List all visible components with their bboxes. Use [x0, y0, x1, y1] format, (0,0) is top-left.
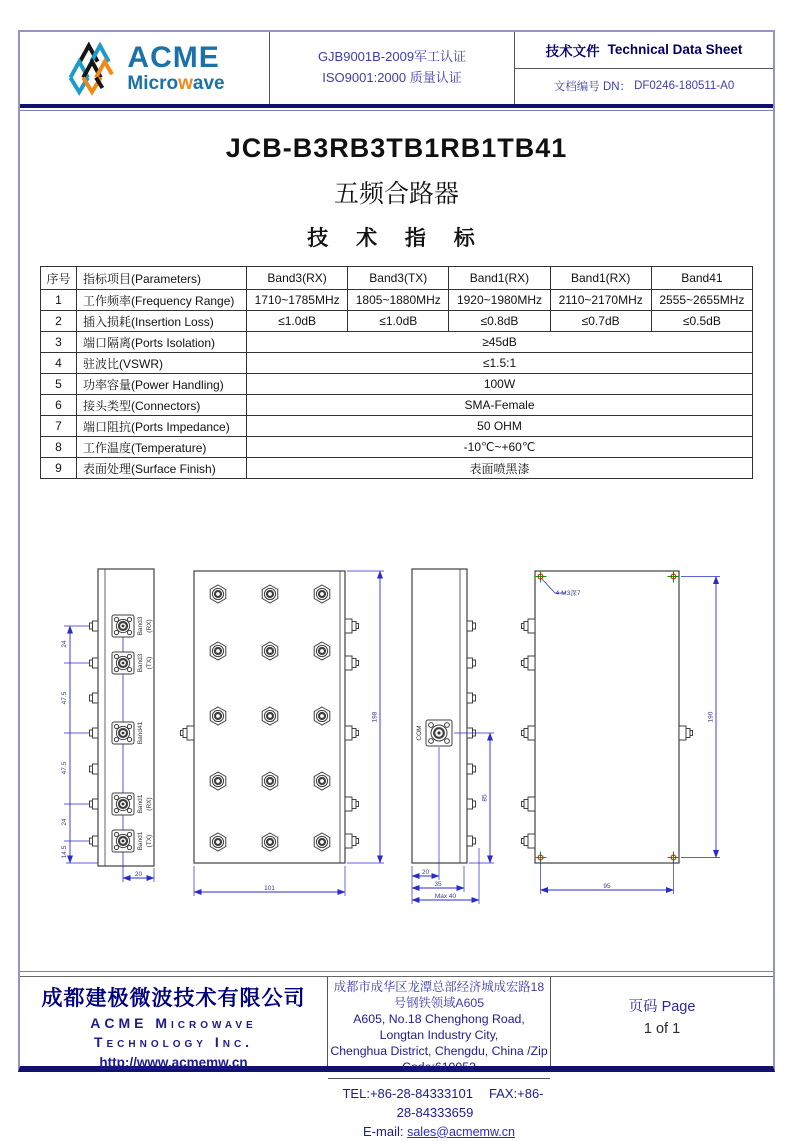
col-header: Band1(RX) [449, 267, 550, 290]
port-label: Band3 [136, 616, 144, 636]
com-stub-back [679, 726, 693, 740]
header [20, 32, 773, 108]
svg-text:85: 85 [481, 794, 488, 802]
footer [20, 976, 773, 1139]
cert-line-2: ISO9001:2000 质量认证 [322, 70, 462, 85]
technical-drawing [57, 551, 737, 941]
svg-text:20: 20 [134, 871, 142, 878]
side-view-com [412, 569, 494, 904]
company-name-cn: 成都建极微波技术有限公司 [41, 987, 306, 1010]
svg-text:198: 198 [371, 711, 378, 723]
port-label: (RX) [145, 797, 153, 811]
address-en-2: Chenghua District, Chengdu, China /Zip Code:610052 [330, 1043, 548, 1074]
svg-text:47.5: 47.5 [60, 691, 68, 705]
tuning-screw-stubs [89, 621, 98, 846]
table-row: 3 端口隔离(Ports Isolation) ≥45dB [41, 332, 753, 353]
doc-info [515, 32, 773, 104]
section-title: 技 术 指 标 [307, 227, 486, 250]
spec-table [40, 266, 753, 479]
page-number-box [551, 977, 773, 1066]
content-area [20, 110, 773, 972]
port-label: Band3 [136, 653, 144, 673]
com-connector [426, 720, 452, 746]
doc-type-en: Technical Data Sheet [607, 42, 743, 58]
doc-type-cn: 技术文件 [545, 43, 600, 59]
cert-line-1: GJB9001B-2009军工认证 [317, 49, 467, 65]
table-row: 5 功率容量(Power Handling) 100W [41, 374, 753, 395]
side-port-stubs [345, 619, 359, 848]
svg-text:35: 35 [433, 881, 442, 888]
company-name-en-2: Technology Inc. [93, 1033, 254, 1050]
svg-text:101: 101 [263, 885, 275, 892]
front-view [180, 571, 384, 896]
fax: FAX:+86-28-84333659 [396, 1085, 544, 1120]
svg-text:24: 24 [60, 640, 68, 648]
col-header: Band3(RX) [247, 267, 348, 290]
table-row: 8 工作温度(Temperature) -10℃~+60℃ [41, 437, 753, 458]
table-row: 2 插入损耗(Insertion Loss) ≤1.0dB ≤1.0dB ≤0.8dB ≤0.7dB ≤0.5dB [41, 311, 753, 332]
table-row: 9 表面处理(Surface Finish) 表面喷黑漆 [41, 458, 753, 479]
page-title: JCB-B3RB3TB1RB1TB41 [225, 133, 568, 163]
certifications [270, 32, 515, 104]
svg-text:Max 40: Max 40 [434, 893, 456, 900]
com-label: COM [415, 725, 423, 741]
table-row: 6 接头类型(Connectors) SMA-Female [41, 395, 753, 416]
port-label: Band1 [136, 831, 144, 851]
address-en-1: A605, No.18 Chenghong Road, Longtan Industry City, [353, 1011, 525, 1042]
logo [20, 32, 270, 104]
col-header: 序号 [41, 267, 77, 290]
svg-text:24: 24 [60, 818, 68, 826]
table-row: 1 工作频率(Frequency Range) 1710~1785MHz 1805~1880MHz 1920~1980MHz 2110~2170MHz 2555~2655MHz [41, 290, 753, 311]
port-label: (TX) [145, 834, 153, 848]
table-header-row [41, 267, 753, 290]
page-number: 1 of 1 [643, 1020, 681, 1037]
table-row: 7 端口阻抗(Ports Impedance) 50 OHM [41, 416, 753, 437]
col-header: 指标项目(Parameters) [77, 267, 247, 290]
brand-name: ACME [127, 41, 220, 74]
svg-text:14.5: 14.5 [60, 845, 68, 859]
svg-text:47.5: 47.5 [60, 761, 68, 775]
brand-subname: Microwave [127, 73, 225, 94]
back-port-stubs [521, 619, 535, 848]
footer-contact [328, 977, 551, 1139]
port-label: Band41 [136, 721, 144, 745]
doc-number: DF0246-180511-A0 [634, 80, 735, 93]
back-view [521, 571, 720, 895]
website-link[interactable]: http://www.acmemw.cn [99, 1054, 248, 1070]
side-view-ports [61, 569, 154, 882]
datasheet-page [18, 30, 775, 1139]
doc-number-label: 文档编号 DN： [553, 81, 632, 94]
port-label: Band1 [136, 794, 144, 814]
company-name-en-1: ACME Microwave [90, 1015, 257, 1031]
email-label: E-mail: [363, 1123, 404, 1139]
side-screw-stubs [467, 621, 476, 846]
table-row: 4 驻波比(VSWR) ≤1.5:1 [41, 353, 753, 374]
svg-text:20: 20 [421, 869, 429, 876]
page-label: 页码 Page [628, 999, 696, 1015]
col-header: Band3(TX) [348, 267, 449, 290]
address-cn: 成都市成华区龙潭总部经济城成宏路18号钢铁领域A605 [333, 980, 545, 1010]
mounting-note: 4-M3深7 [555, 590, 580, 597]
tel: TEL:+86-28-84333101 [342, 1085, 473, 1101]
port-label: (TX) [145, 656, 153, 670]
footer-company [20, 977, 328, 1070]
product-name: 五频合路器 [333, 180, 459, 208]
svg-text:190: 190 [707, 711, 714, 723]
col-header: Band41 [651, 267, 752, 290]
port-label: (RX) [145, 619, 153, 633]
com-stub [180, 726, 194, 740]
acme-logo-icon [64, 40, 120, 96]
col-header: Band1(RX) [550, 267, 651, 290]
svg-text:95: 95 [602, 883, 611, 890]
email-link[interactable]: sales@acmemw.cn [407, 1124, 515, 1139]
